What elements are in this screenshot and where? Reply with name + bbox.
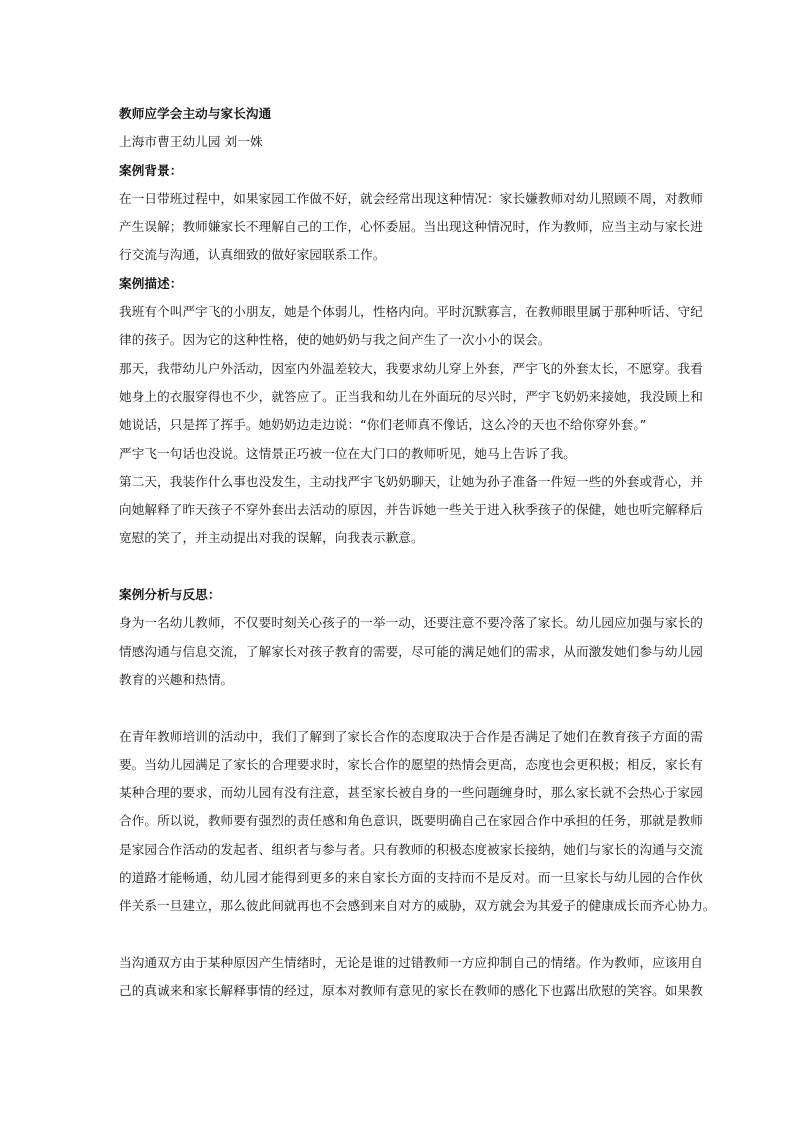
author-line: 上海市曹王幼儿园 刘一姝	[119, 134, 263, 150]
paragraph-spacer	[119, 694, 675, 722]
document-page	[119, 100, 716, 1006]
body-line: 情感沟通与信息交流，了解家长对孩子教育的需要，尽可能的满足她们的需求，从而激发她们参与幼儿园	[119, 643, 703, 659]
paragraph-spacer	[119, 921, 675, 949]
body-line: 在一日带班过程中，如果家园工作做不好，就会经常出现这种情况：家长嫌教师对幼儿照顾不周，对教师	[119, 190, 703, 206]
body-line: 要。当幼儿园满足了家长的合理要求时，家长合作的愿望的热情会更高，态度也会更积极；相反，家长有	[119, 756, 703, 772]
document-title: 教师应学会主动与家长沟通	[119, 106, 272, 121]
body-line: 某种合理的要求，而幼儿园有没有注意，甚至家长被自身的一些问题缠身时，那么家长就不会热心于家园	[119, 785, 703, 801]
body-line: 第二天，我装作什么事也没发生，主动找严宇飞奶奶聊天，让她为孙子准备一件短一些的外套或背心，并	[119, 473, 703, 489]
body-line: 产生误解；教师嫌家长不理解自己的工作，心怀委屈。当出现这种情况时，作为教师，应当主动与家长进	[119, 219, 703, 235]
body-line: 那天，我带幼儿户外活动，因室内外温差较大，我要求幼儿穿上外套，严宇飞的外套太长，不愿穿。我看	[119, 360, 703, 376]
body-line: 宽慰的笑了，并主动提出对我的误解，向我表示歉意。	[119, 530, 424, 546]
body-line: 的道路才能畅通，幼儿园才能得到更多的来自家长方面的支持而不是反对。而一旦家长与幼儿园的合作伙	[119, 870, 703, 886]
body-line: 她身上的衣服穿得也不少，就答应了。正当我和幼儿在外面玩的尽兴时，严宇飞奶奶来接她，我没顾上和	[119, 388, 703, 404]
body-line: 己的真诚来和家长解释事情的经过，原本对教师有意见的家长在教师的感化下也露出欣慰的笑容。如果教	[119, 983, 703, 999]
body-line: 当沟通双方由于某种原因产生情绪时，无论是谁的过错教师一方应抑制自己的情绪。作为教师，应该用自	[119, 954, 703, 970]
body-line: 身为一名幼儿教师，不仅要时刻关心孩子的一举一动，还要注意不要冷落了家长。幼儿园应加强与家长的	[119, 615, 703, 631]
body-line: 是家园合作活动的发起者、组织者与参与者。只有教师的积极态度被家长接纳，她们与家长的沟通与交流	[119, 841, 703, 857]
body-line: 在青年教师培训的活动中，我们了解到了家长合作的态度取决于合作是否满足了她们在教育孩子方面的需	[119, 728, 703, 744]
body-line: 伴关系一旦建立，那么彼此间就再也不会感到来自对方的威胁，双方就会为其爱子的健康成长而齐心协力。	[119, 898, 716, 914]
section-heading-background: 案例背景：	[119, 162, 183, 178]
body-line: 我班有个叫严宇飞的小朋友，她是个体弱儿，性格内向。平时沉默寡言，在教师眼里属于那种听话、守纪	[119, 304, 703, 320]
section-heading-analysis: 案例分析与反思：	[119, 587, 221, 603]
body-line: 合作。所以说，教师要有强烈的责任感和角色意识，既要明确自己在家园合作中承担的任务，那就是教师	[119, 813, 703, 829]
section-heading-description: 案例描述：	[119, 275, 183, 291]
body-line: 她说话，只是挥了挥手。她奶奶边走边说：“你们老师真不像话，这么冷的天也不给你穿外套。”	[119, 417, 647, 433]
paragraph-spacer	[119, 553, 675, 581]
body-line: 严宇飞一句话也没说。这情景正巧被一位在大门口的教师听见，她马上告诉了我。	[119, 445, 576, 461]
body-line: 律的孩子。因为它的这种性格，使的她奶奶与我之间产生了一次小小的误会。	[119, 332, 551, 348]
body-line: 行交流与沟通，认真细致的做好家园联系工作。	[119, 247, 386, 263]
body-line: 向她解释了昨天孩子不穿外套出去活动的原因，并告诉她一些关于进入秋季孩子的保健，她也听完解释后	[119, 502, 703, 518]
body-line: 教育的兴趣和热情。	[119, 671, 234, 687]
